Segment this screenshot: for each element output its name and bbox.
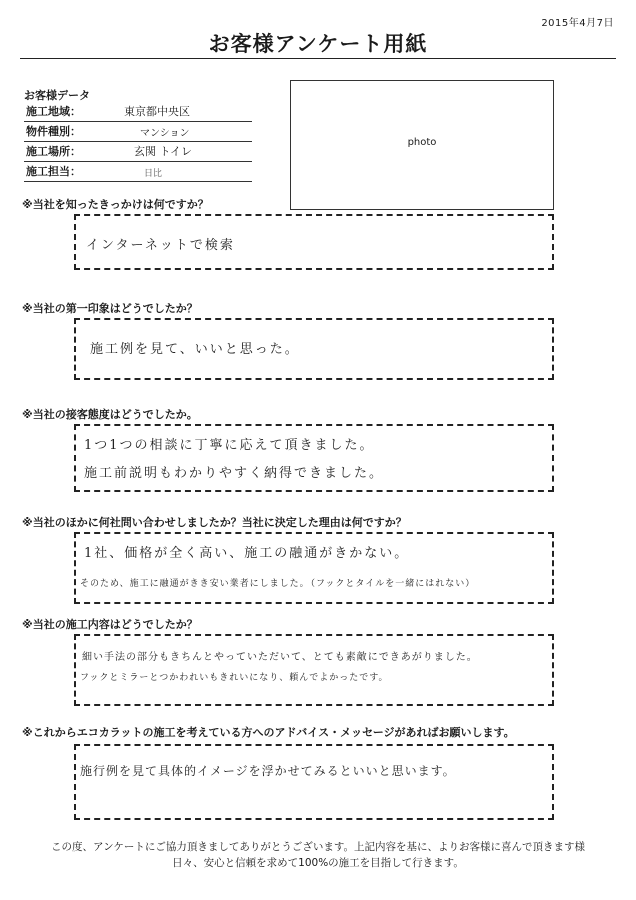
info-row-area: [24, 104, 252, 122]
info-value: 東京都中央区: [124, 105, 190, 118]
answer-2-line-1: 施工例を見て、いいと思った。: [90, 342, 300, 357]
info-key: 物件種別：: [26, 125, 81, 138]
answer-5-line-1: 細い手法の部分もきちんとやっていただいて、とても素敵にできあがりました。: [82, 652, 478, 663]
photo-label: photo: [407, 137, 437, 148]
info-row-property-type: [24, 124, 252, 142]
info-row-location: [24, 144, 252, 162]
answer-box-1: [74, 214, 554, 270]
footer-line-2: 日々、安心と信頼を求めて100%の施工を目指して行きます。: [172, 857, 464, 869]
info-value-handwritten: 日比: [144, 169, 163, 179]
question-6: ※これからエコカラットの施工を考えている方へのアドバイス・メッセージがあればお願いします。: [22, 726, 515, 739]
answer-4-line-2: そのため、施工に融通がきき安い業者にしました。: [80, 579, 310, 589]
info-key: 施工地域：: [26, 105, 81, 118]
page-title: お客様アンケート用紙: [208, 32, 428, 56]
answer-box-6: [74, 744, 554, 820]
question-2: ※当社の第一印象はどうでしたか？: [22, 302, 198, 315]
info-value: マンション: [140, 128, 190, 139]
answer-box-5: [74, 634, 554, 706]
question-3: ※当社の接客態度はどうでしたか。: [22, 408, 198, 421]
answer-3-line-2: 施工前説明もわかりやすく納得できました。: [84, 466, 385, 481]
info-key: 施工担当：: [26, 165, 81, 178]
answer-6-line-1: 施行例を見て具体的イメージを浮かせてみるといいと思います。: [80, 764, 456, 778]
answer-1-line-1: インターネットで検索: [86, 238, 235, 253]
info-value: 玄関 トイレ: [134, 145, 192, 158]
footer-line-1: この度、アンケートにご協力頂きましてありがとうございます。上記内容を基に、よりお客様に喜んで頂きます様: [50, 841, 586, 853]
answer-box-2: [74, 318, 554, 380]
photo-placeholder: [290, 80, 554, 210]
question-1: ※当社を知ったきっかけは何ですか？: [22, 198, 209, 211]
survey-date: 2015年4月7日: [541, 18, 614, 29]
answer-3-line-1: 1つ1つの相談に丁寧に応えて頂きました。: [84, 438, 375, 453]
answer-4-line-1: 1社、価格が全く高い、施工の融通がきかない。: [84, 546, 410, 561]
customer-data-label: お客様データ: [24, 89, 90, 102]
question-4: ※当社のほかに何社問い合わせしましたか？当社に決定した理由は何ですか？: [22, 516, 407, 529]
info-key: 施工場所：: [26, 145, 81, 158]
title-divider: [20, 58, 616, 59]
answer-5-line-2: フックとミラーとつかわれいもきれいになり、頼んでよかったです。: [80, 673, 389, 683]
info-row-staff: [24, 164, 252, 182]
answer-4-line-3: （フックとタイルを一緒にはれない）: [306, 579, 476, 589]
question-5: ※当社の施工内容はどうでしたか？: [22, 618, 198, 631]
answer-box-3: [74, 424, 554, 492]
answer-box-4: [74, 532, 554, 604]
